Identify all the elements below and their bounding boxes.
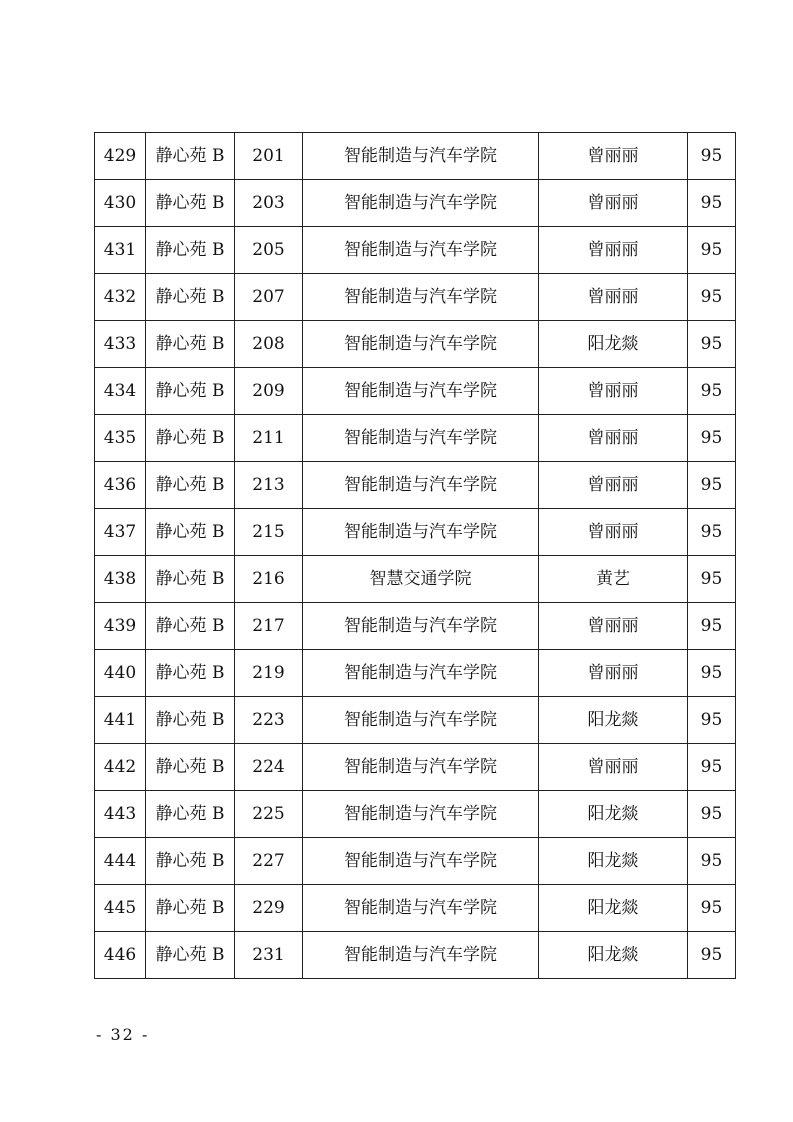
table-body: [95, 133, 736, 979]
college-cell: 智能制造与汽车学院: [303, 932, 539, 979]
college-cell: 智能制造与汽车学院: [303, 650, 539, 697]
row-number-cell: 434: [95, 368, 146, 415]
table-row: [95, 744, 736, 791]
table-row: [95, 603, 736, 650]
table-row: [95, 932, 736, 979]
room-number-cell: 227: [235, 838, 303, 885]
table-row: [95, 462, 736, 509]
table-row: [95, 180, 736, 227]
college-cell: 智能制造与汽车学院: [303, 368, 539, 415]
row-number-cell: 440: [95, 650, 146, 697]
table-row: [95, 791, 736, 838]
room-number-cell: 215: [235, 509, 303, 556]
teacher-cell: 阳龙燚: [539, 885, 688, 932]
score-cell: 95: [688, 462, 736, 509]
building-cell: 静心苑 B: [146, 603, 235, 650]
college-cell: 智能制造与汽车学院: [303, 791, 539, 838]
score-cell: 95: [688, 415, 736, 462]
room-number-cell: 231: [235, 932, 303, 979]
table-row: [95, 133, 736, 180]
college-cell: 智能制造与汽车学院: [303, 274, 539, 321]
row-number-cell: 433: [95, 321, 146, 368]
score-cell: 95: [688, 227, 736, 274]
building-cell: 静心苑 B: [146, 509, 235, 556]
score-cell: 95: [688, 697, 736, 744]
room-number-cell: 208: [235, 321, 303, 368]
college-cell: 智能制造与汽车学院: [303, 697, 539, 744]
score-cell: 95: [688, 368, 736, 415]
row-number-cell: 445: [95, 885, 146, 932]
table-row: [95, 321, 736, 368]
building-cell: 静心苑 B: [146, 838, 235, 885]
college-cell: 智能制造与汽车学院: [303, 133, 539, 180]
room-number-cell: 219: [235, 650, 303, 697]
teacher-cell: 阳龙燚: [539, 932, 688, 979]
building-cell: 静心苑 B: [146, 932, 235, 979]
room-number-cell: 203: [235, 180, 303, 227]
teacher-cell: 曾丽丽: [539, 133, 688, 180]
building-cell: 静心苑 B: [146, 462, 235, 509]
college-cell: 智能制造与汽车学院: [303, 509, 539, 556]
teacher-cell: 曾丽丽: [539, 462, 688, 509]
score-cell: 95: [688, 180, 736, 227]
table-row: [95, 838, 736, 885]
row-number-cell: 435: [95, 415, 146, 462]
teacher-cell: 阳龙燚: [539, 697, 688, 744]
college-cell: 智能制造与汽车学院: [303, 415, 539, 462]
room-number-cell: 216: [235, 556, 303, 603]
row-number-cell: 443: [95, 791, 146, 838]
teacher-cell: 曾丽丽: [539, 180, 688, 227]
score-cell: 95: [688, 603, 736, 650]
row-number-cell: 429: [95, 133, 146, 180]
room-number-cell: 229: [235, 885, 303, 932]
building-cell: 静心苑 B: [146, 368, 235, 415]
building-cell: 静心苑 B: [146, 180, 235, 227]
dorm-inspection-table: [94, 132, 736, 979]
room-number-cell: 205: [235, 227, 303, 274]
score-cell: 95: [688, 650, 736, 697]
college-cell: 智能制造与汽车学院: [303, 180, 539, 227]
table-row: [95, 697, 736, 744]
teacher-cell: 阳龙燚: [539, 838, 688, 885]
room-number-cell: 223: [235, 697, 303, 744]
table-row: [95, 368, 736, 415]
table-row: [95, 227, 736, 274]
room-number-cell: 209: [235, 368, 303, 415]
teacher-cell: 阳龙燚: [539, 321, 688, 368]
score-cell: 95: [688, 838, 736, 885]
room-number-cell: 224: [235, 744, 303, 791]
teacher-cell: 曾丽丽: [539, 274, 688, 321]
building-cell: 静心苑 B: [146, 321, 235, 368]
score-cell: 95: [688, 932, 736, 979]
row-number-cell: 438: [95, 556, 146, 603]
table-row: [95, 885, 736, 932]
score-cell: 95: [688, 274, 736, 321]
room-number-cell: 217: [235, 603, 303, 650]
score-cell: 95: [688, 509, 736, 556]
teacher-cell: 曾丽丽: [539, 227, 688, 274]
college-cell: 智能制造与汽车学院: [303, 462, 539, 509]
college-cell: 智能制造与汽车学院: [303, 838, 539, 885]
building-cell: 静心苑 B: [146, 744, 235, 791]
table-row: [95, 274, 736, 321]
college-cell: 智能制造与汽车学院: [303, 744, 539, 791]
row-number-cell: 442: [95, 744, 146, 791]
teacher-cell: 曾丽丽: [539, 368, 688, 415]
row-number-cell: 439: [95, 603, 146, 650]
room-number-cell: 207: [235, 274, 303, 321]
row-number-cell: 430: [95, 180, 146, 227]
table-row: [95, 650, 736, 697]
teacher-cell: 黄艺: [539, 556, 688, 603]
building-cell: 静心苑 B: [146, 415, 235, 462]
building-cell: 静心苑 B: [146, 227, 235, 274]
row-number-cell: 444: [95, 838, 146, 885]
score-cell: 95: [688, 321, 736, 368]
building-cell: 静心苑 B: [146, 650, 235, 697]
building-cell: 静心苑 B: [146, 274, 235, 321]
college-cell: 智能制造与汽车学院: [303, 227, 539, 274]
room-number-cell: 211: [235, 415, 303, 462]
table-row: [95, 556, 736, 603]
row-number-cell: 437: [95, 509, 146, 556]
room-number-cell: 213: [235, 462, 303, 509]
table-row: [95, 509, 736, 556]
building-cell: 静心苑 B: [146, 791, 235, 838]
page-number: - 32 -: [96, 1025, 150, 1044]
room-number-cell: 225: [235, 791, 303, 838]
college-cell: 智能制造与汽车学院: [303, 321, 539, 368]
score-cell: 95: [688, 744, 736, 791]
teacher-cell: 曾丽丽: [539, 415, 688, 462]
teacher-cell: 曾丽丽: [539, 744, 688, 791]
teacher-cell: 曾丽丽: [539, 650, 688, 697]
building-cell: 静心苑 B: [146, 556, 235, 603]
building-cell: 静心苑 B: [146, 133, 235, 180]
college-cell: 智能制造与汽车学院: [303, 603, 539, 650]
row-number-cell: 446: [95, 932, 146, 979]
score-cell: 95: [688, 133, 736, 180]
row-number-cell: 441: [95, 697, 146, 744]
building-cell: 静心苑 B: [146, 697, 235, 744]
score-cell: 95: [688, 885, 736, 932]
college-cell: 智能制造与汽车学院: [303, 885, 539, 932]
room-number-cell: 201: [235, 133, 303, 180]
row-number-cell: 436: [95, 462, 146, 509]
table-row: [95, 415, 736, 462]
row-number-cell: 432: [95, 274, 146, 321]
score-cell: 95: [688, 791, 736, 838]
score-cell: 95: [688, 556, 736, 603]
teacher-cell: 曾丽丽: [539, 509, 688, 556]
building-cell: 静心苑 B: [146, 885, 235, 932]
teacher-cell: 曾丽丽: [539, 603, 688, 650]
teacher-cell: 阳龙燚: [539, 791, 688, 838]
college-cell: 智慧交通学院: [303, 556, 539, 603]
row-number-cell: 431: [95, 227, 146, 274]
